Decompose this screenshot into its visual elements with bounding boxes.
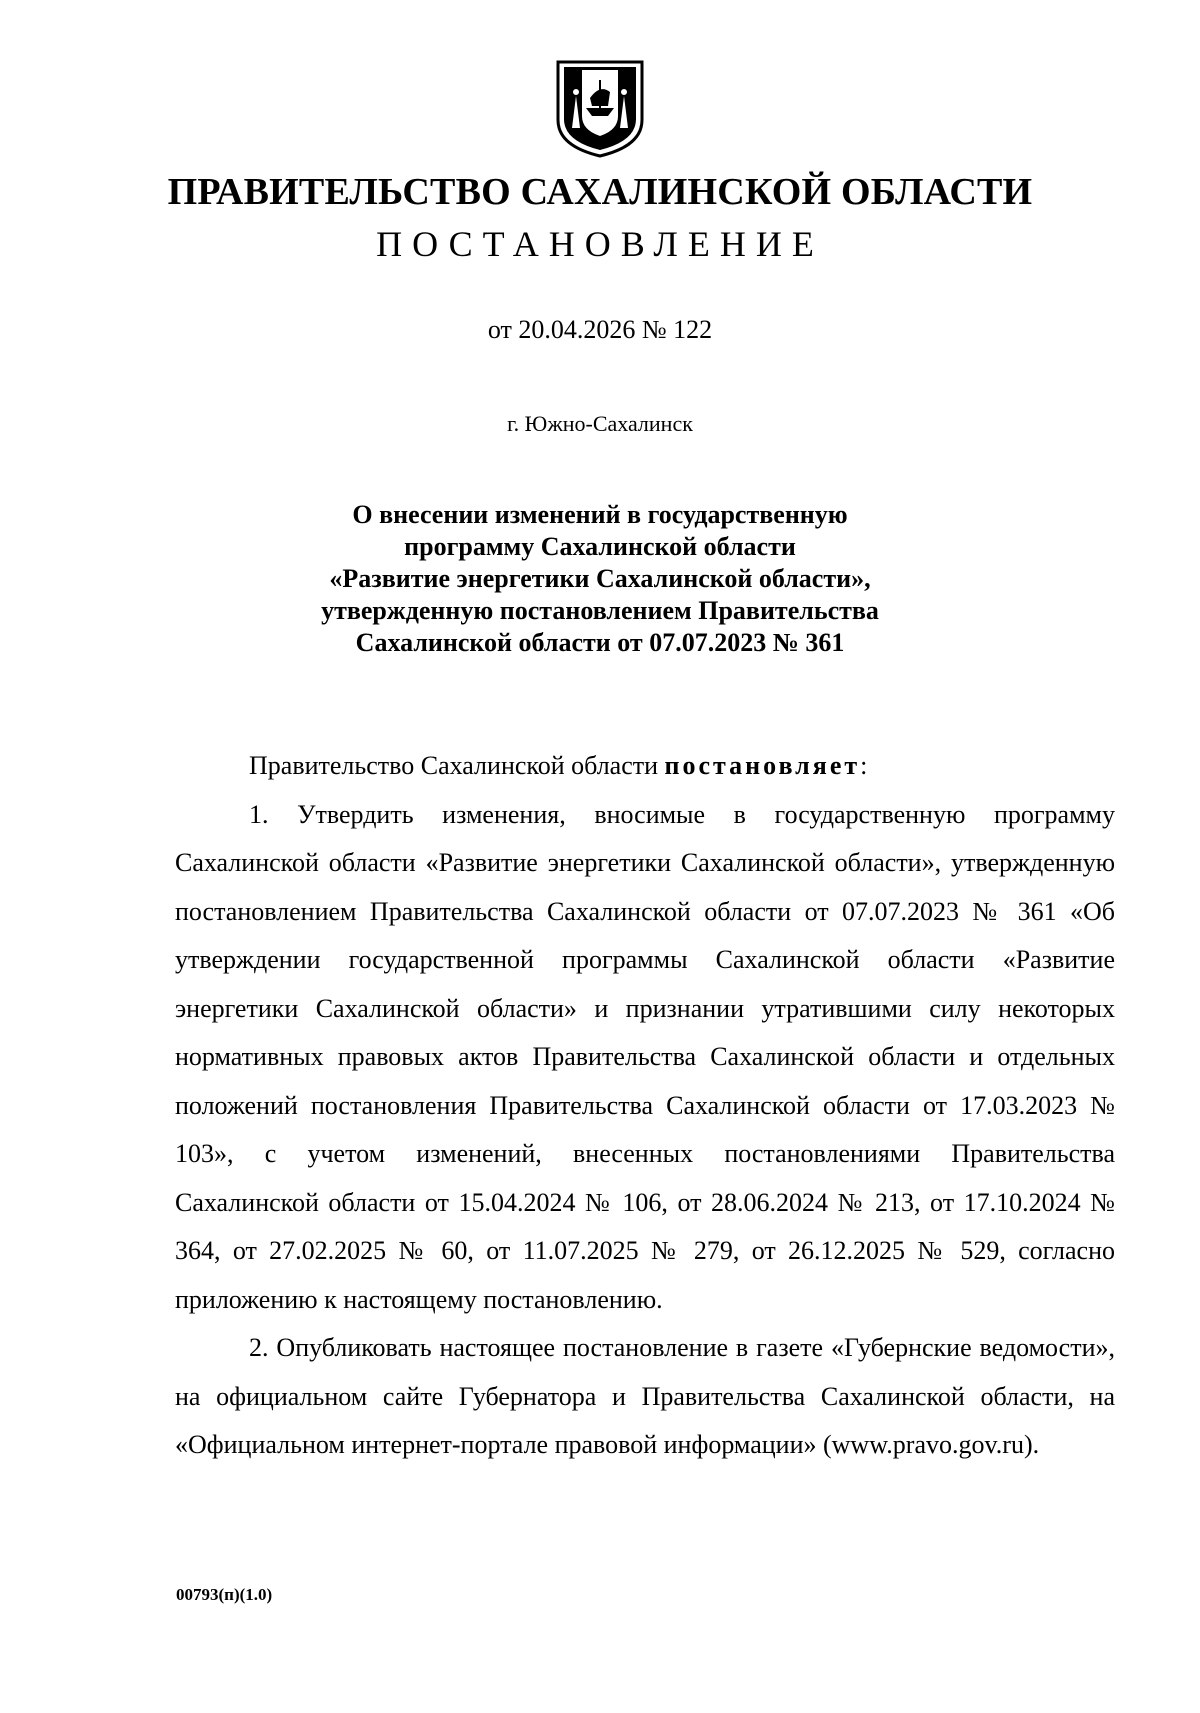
city-name: г. Южно-Сахалинск — [507, 411, 693, 436]
heading-line: О внесении изменений в государственную — [352, 500, 848, 529]
document-type: ПОСТАНОВЛЕНИЕ — [376, 224, 824, 264]
intro-suffix: : — [860, 751, 868, 780]
intro-paragraph — [175, 742, 1115, 791]
intro-prefix: Правительство Сахалинской области — [249, 751, 659, 780]
coat-of-arms-icon — [550, 58, 650, 158]
heading-line: программу Сахалинской области — [404, 532, 796, 561]
heading-line: утвержденную постановлением Правительства — [321, 596, 879, 625]
paragraph-2: 2. Опубликовать настоящее постановление в газете «Губернские ведомости», на официальном сайте Губернатора и Правительства Сахалинской области, на «Официальном интернет-портале правовой информации» (www.pravo.gov.ru). — [175, 1333, 1115, 1459]
document-heading — [250, 499, 950, 659]
paragraph-1: 1. Утвердить изменения, вносимые в государственную программу Сахалинской области «Развитие энергетики Сахалинской области», утвержденную постановлением Правительства Сахалинской области от 07.07.2023 № 361 «Об утверждении государственной программы Сахалинской области «Развитие энергетики Сахалинской области» и признании утратившими силу некоторых нормативных правовых актов Правительства Сахалинской области и отдельных положений постановления Правительства Сахалинской области от 17.03.2023 № 103», с учетом изменений, внесенных постановлениями Правительства Сахалинской области от 15.04.2024 № 106, от 28.06.2024 № 213, от 17.10.2024 № 364, от 27.02.2025 № 60, от 11.07.2025 № 279, от 26.12.2025 № 529, согласно приложению к настоящему постановлению. — [175, 799, 1115, 1314]
form-code: 00793(п)(1.0) — [176, 1585, 273, 1604]
heading-line: «Развитие энергетики Сахалинской области», — [329, 564, 871, 593]
resolves-keyword: постановляет — [664, 751, 861, 780]
date-and-number: от 20.04.2026 № 122 — [487, 315, 713, 344]
government-title: ПРАВИТЕЛЬСТВО САХАЛИНСКОЙ ОБЛАСТИ — [167, 171, 1033, 213]
document-body — [175, 742, 1115, 1470]
heading-line: Сахалинской области от 07.07.2023 № 361 — [355, 628, 845, 657]
